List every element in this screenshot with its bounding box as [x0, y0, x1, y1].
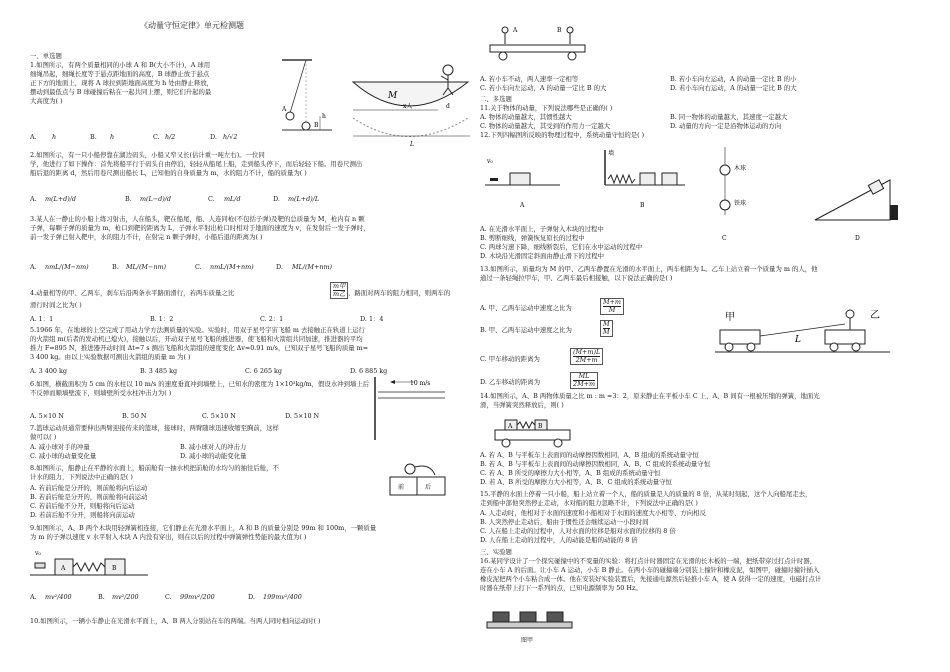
q2-label-x: x人: [403, 103, 413, 110]
q10-label-b: B: [557, 27, 562, 34]
q2-option-a-letter: A.: [30, 195, 37, 203]
q2-boat-figure: [348, 40, 478, 150]
q1-pendulum-figure: [282, 58, 342, 133]
q3-option-c-letter: C.: [195, 263, 202, 271]
q14-cart-figure: [490, 410, 580, 448]
q9-label-v0: v₀: [35, 550, 41, 557]
q14-line-1: 14.如图所示，A、B 两物体质量之比 m : m =3：2，原来静止在平板小车 C 上，A、B 间有一根被压缩的弹簧，地面光: [480, 392, 820, 400]
q5-option-a: A. 3 400 kg: [30, 367, 67, 375]
q1-option-c: h/2: [165, 133, 176, 141]
q5-option-c: C. 6 265 kg: [245, 367, 283, 375]
q12-label-d: D: [855, 235, 860, 242]
q5-line-2: 的火箭组 m(后者的发动机已熄火)，接触以后，开动双子星号飞船的推进器，使飞船和火箭组共同加速，推进器的平均: [30, 335, 363, 343]
q8-pump-boat-figure: [380, 455, 460, 505]
q1-option-a-letter: A.: [30, 133, 37, 141]
q1-option-d: h/√2: [223, 133, 238, 141]
q6-line-2: 不反弹而顺墙壁流下，则墙壁所受水柱冲击力为( ): [30, 389, 172, 397]
q12-figure-a: [485, 145, 565, 210]
q15-option-d: D. 人在船上走动的过程中，人的动能是船的动能的 8 倍: [480, 536, 638, 544]
q15-line-1: 15.平静的水面上停着一只小船，船上站立着一个人，船的质量是人的质量的 8 倍，从某时刻起，这个人向船尾走去，: [480, 490, 812, 498]
q13-label-l: L: [795, 335, 801, 345]
q16-experiment-figure: [485, 600, 575, 645]
q13-label-jia: 甲: [725, 312, 735, 323]
q16-line-3: 橡皮泥把两个小车粘合成一体。他在安装好实验装置后，先接通电源然后轻推小车 A，使 A 获得一定的速度，电磁打点计: [480, 575, 822, 583]
q2-label-l: L: [410, 141, 414, 148]
q13-fraction-b: $\frac{M}{M}$: [600, 320, 613, 337]
q3-line-3: 前一发子弹已射入靶中，水的阻力不计，在射完 n 颗子弹时，小船后退的距离为( ): [30, 233, 263, 241]
q13-option-b: B. 甲、乙两车运动中速度之比为: [480, 326, 572, 334]
q14-option-a: A. 若 A、B 与平板车上表面间的动摩擦因数相同，A、B 组成的系统动量守恒: [480, 451, 699, 459]
q3-option-a-letter: A.: [30, 263, 37, 271]
q15-option-b: B. 人突然停止走动后，船由于惯性还会继续运动一小段时间: [480, 518, 649, 526]
q11-option-d: D. 动量的方向一定是沿物体运动的方向: [670, 122, 782, 130]
q6-water-figure: [370, 372, 450, 442]
q2-option-a: m(L+d)/d: [45, 195, 76, 203]
q10-stem: 10.如图所示，一辆小车静止在光滑水平面上，A、B 两人分别站在车的两端。当两人同时相向运动时( ): [30, 617, 321, 625]
q5-line-4: 3 400 kg。由以上实验数据可测出火箭组的质量 m 为( ): [30, 353, 191, 361]
q10-option-a: A. 若小车不动，两人速率一定相等: [480, 75, 579, 83]
q9-option-a-letter: A.: [30, 593, 37, 601]
q13-line-2: 通过一条轻绳拉甲车，甲、乙两车最后相接触，以下说法正确的是( ): [480, 274, 673, 282]
q8-line-1: 8.如图所示，船静止在平静的水面上，船前舱有一抽水机把前舱的水均匀的抽往后舱，不: [30, 464, 279, 472]
q12-label-wall: 墙: [608, 150, 615, 157]
q1-line-3: 正下方的地面上，现将 A 球拉到距地面高度为 h 处由静止释放，: [30, 79, 214, 87]
q12-label-a: A: [520, 202, 525, 209]
q4-option-b: B. 1：2: [150, 315, 174, 323]
q9-option-b: mv²/200: [112, 593, 139, 601]
q14-option-c: C. 若 A、B 所受的摩擦力大小相等，A、B 组成的系统动量守恒: [480, 469, 661, 477]
q8-label-front: 前: [398, 484, 405, 491]
q1-option-c-letter: C.: [153, 133, 160, 141]
q12-figure-c: [710, 145, 765, 245]
q7-line-2: 做可以( ): [30, 433, 57, 441]
q7-line-1: 7.篮球运动员通常要伸出两臂迎接传来的篮球，接球时，两臂随球迅速收缩至胸前，这样: [30, 424, 279, 432]
q12-option-a: A. 在光滑水平面上，子弹射入木块的过程中: [480, 225, 604, 233]
q2-option-c: mL/d: [224, 195, 241, 203]
q10-option-b: B. 若小车向左运动，A 的动量一定比 B 的小: [670, 75, 797, 83]
q13-fraction-a: $\frac{M+m}{M}$: [600, 298, 624, 315]
q8-option-d: D. 若前后舱不分开，则船将向前运动: [30, 511, 135, 519]
q1-label-h: h: [322, 113, 326, 120]
q13-option-d: D. 乙车移动的距离为: [480, 378, 541, 386]
q12-label-iron-ball: 铁球: [734, 200, 747, 207]
q2-option-c-letter: C.: [208, 195, 215, 203]
q13-fraction-d: $\frac{ML}{2M+m}$: [570, 372, 598, 389]
q10-cart-figure: [485, 20, 595, 65]
q12-figure-b: [600, 145, 690, 210]
q11-option-a: A. 物体的动量越大，其惯性越大: [480, 113, 572, 121]
q9-spring-figure: [30, 545, 150, 580]
q12-option-c: C. 两球匀速下降，细线断裂后，它们在水中运动的过程中: [480, 243, 643, 251]
q14-label-b: B: [538, 423, 543, 430]
q7-option-c: C. 减小球的动量变化量: [30, 452, 97, 460]
section-multi-choice: 二、多选题: [480, 95, 512, 103]
q9-label-a: A: [61, 565, 66, 572]
q7-option-b: B. 减小球对人的冲击力: [180, 443, 247, 451]
q4-line-1a: 4.动量相等的甲、乙两车，刹车后沿两条水平路面滑行，若两车质量之比: [30, 289, 235, 297]
q6-option-c: C. 5×10 N: [202, 412, 236, 420]
q2-line-3: 船后退的距离 d，然后用卷尺测出船长 L，已知他的自身质量为 m，水的阻力不计，船的质量为( ): [30, 169, 307, 177]
q6-option-a: A. 5×10 N: [30, 412, 64, 420]
q8-line-2: 计水的阻力，下列说法中正确的是( ): [30, 473, 133, 481]
q1-label-a: A: [282, 106, 287, 113]
q5-line-3: 推力 F=895 N，推进器开动时间 Δt=7 s 测出飞船和火箭组的速度变化 Δv=0.91 m/s，已知双子星号飞船的质量 m=: [30, 344, 369, 352]
q14-label-a: A: [508, 423, 513, 430]
q13-label-yi: 乙: [870, 310, 880, 321]
q3-option-b: ML/(M−nm): [126, 263, 167, 271]
q16-line-2: 连在小车 A 的后面。让小车 A 运动，小车 B 静止。在两小车的碰撞端分别装上撞针和橡皮泥，如图甲，碰撞时撞针插入: [480, 566, 820, 574]
q2-line-2: 学，他进行了如下操作：首先将船平行于码头自由停泊，轻轻从船尾上船，走到船头停下，而后轻轻下船。用卷尺测出: [30, 160, 363, 168]
q12-stem: 12.下列四幅图所反映的物理过程中，系统动量守恒的是( ): [480, 131, 645, 139]
q9-option-c-letter: C.: [165, 593, 172, 601]
q13-option-c: C. 甲车移动的距离为: [480, 355, 540, 363]
q8-label-back: 后: [425, 484, 432, 491]
q5-option-d: D. 6 885 kg: [350, 367, 388, 375]
q3-line-2: 子弹，每颗子弹的质量为 m，枪口到靶的距离为 L，子弹水平射出枪口时相对于地面的速度为 v，在发射后一发子弹时，: [30, 224, 370, 232]
q4-line-2: 滑行时间之比为( ): [30, 301, 82, 309]
q11-option-c: C. 物体的动量越大，其受到的作用力一定越大: [480, 122, 611, 130]
q15-line-2: 走到船中部他突然停止走动，水对船的阻力忽略不计，下列说法中正确的是( ): [480, 499, 698, 507]
q5-line-1: 5.1966 年，在地球的上空完成了用动力学方法测质量的实验。实验时，用双子星号宇宙飞船 m 去接触正在轨道上运行: [30, 326, 365, 334]
q13-line-1: 13.如图所示，质量均为 M 的甲、乙两车静置在光滑的水平面上，两车相距为 L。乙车上站立着一个质量为 m 的人，他: [480, 265, 818, 273]
q13-carts-figure: [715, 300, 890, 355]
q9-option-d: 199mv²/400: [263, 593, 302, 601]
q4-option-c: C. 2：1: [260, 315, 284, 323]
q8-option-c: C. 若前后舱不分开，则船将向后运动: [30, 502, 135, 510]
q7-option-a: A. 减小球对手的冲量: [30, 443, 90, 451]
q1-label-b: B: [314, 122, 319, 129]
q14-option-b: B. 若 A、B 与平板车上表面间的动摩擦因数相同，A、B、C 组成的系统动量守恒: [480, 460, 711, 468]
q10-label-a: A: [513, 27, 518, 34]
q9-option-d-letter: D.: [248, 593, 255, 601]
q11-stem: 11.关于物体的动量，下列说法哪些是正确的( ): [480, 104, 613, 112]
q2-label-d: d: [446, 103, 450, 110]
q1-option-d-letter: D.: [210, 133, 217, 141]
q2-label-m: M: [388, 91, 398, 101]
q6-option-b: B. 50 N: [122, 412, 147, 420]
q9-label-b: B: [112, 565, 117, 572]
q3-option-b-letter: B.: [112, 263, 119, 271]
q9-line-1: 9.如图所示，A、B 两个木块用轻弹簧相连接，它们静止在光滑水平面上，A 和 B 的质量分别是 99m 和 100m，一颗质量: [30, 524, 377, 532]
q2-line-1: 2.如图所示，有一只小船停靠在湖边码头，小船又窄又长(估计重一吨左右)。一位同: [30, 151, 265, 159]
q13-option-a: A. 甲、乙两车运动中速度之比为: [480, 304, 572, 312]
q12-label-c: C: [722, 235, 727, 242]
q5-option-b: B. 3 485 kg: [140, 367, 178, 375]
q13-fraction-c: $\frac{(M+m)L}{2M+m}$: [570, 348, 603, 365]
q9-option-c: 99mv²/200: [180, 593, 215, 601]
q12-option-b: B. 剪断细线，弹簧恢复原长的过程中: [480, 234, 585, 242]
q3-option-c: nmL/(M+nm): [210, 263, 254, 271]
q2-option-d-letter: D.: [273, 195, 280, 203]
q16-figure-caption: 图甲: [521, 637, 534, 644]
q15-option-c: C. 人在船上走动的过程中，人对水面的位移是船对水面的位移的 8 倍: [480, 527, 676, 535]
q4-option-d: D. 1：4: [360, 315, 384, 323]
q10-option-d: D. 若小车向右运动，A 的动量一定比 B 的大: [670, 84, 797, 92]
q3-option-d: ML/(M+nm): [292, 263, 333, 271]
q12-figure-d: [810, 160, 900, 245]
q8-option-b: B. 若前后舱是分开的，则前舱将向前运动: [30, 493, 148, 501]
q3-option-a: nmL/(M−nm): [45, 263, 89, 271]
q6-line-1: 6.如图，横截面积为 5 cm 的水柱以 10 m/s 的速度垂直冲到墙壁上，已知水的密度为 1×10³kg/m，假设水冲到墙上后: [30, 380, 370, 388]
q12-label-wood-ball: 木球: [734, 165, 747, 172]
page-title: 《动量守恒定律》单元检测题: [140, 21, 244, 30]
q8-option-a: A. 若前后舱是分开的，则前舱将向后运动: [30, 484, 148, 492]
q15-option-a: A. 人走动时，他相对于水面的速度和小船相对于水面的速度大小相等、方向相反: [480, 509, 706, 517]
q12-option-d: D. 木块沿光滑固定斜面由静止滑下的过程中: [480, 252, 604, 260]
q4-mass-ratio: m甲 m乙: [330, 282, 348, 299]
q1-line-1: 1.如图所示，有两个质量相同的小球 A 和 B(大小不计)，A 球用: [30, 61, 211, 69]
q1-option-a: h: [52, 133, 57, 141]
q3-line-1: 3.某人在一静止的小船上练习射击，人在船头，靶在船尾，船、人连同枪(不包括子弹)及靶的总质量为 M，枪内有 n 颗: [30, 215, 365, 223]
q2-option-b-letter: B.: [125, 195, 132, 203]
q16-line-1: 16.某同学设计了一个探究碰撞中的不变量的实验：将打点计时器固定在光滑的长木板的一端，把纸带穿过打点计时器，: [480, 557, 817, 565]
q6-label-speed: 10 m/s: [410, 380, 431, 387]
section-single-choice: 一、单选题: [30, 52, 62, 60]
q10-option-c: C. 若小车向左运动，A 的动量一定比 B 的大: [480, 84, 607, 92]
q9-option-b-letter: B.: [98, 593, 105, 601]
q14-option-d: D. 若 A、B 所受的摩擦力大小相等，A、B、C 组成的系统动量守恒: [480, 478, 672, 486]
q16-line-4: 时器在纸带上打下一系列的点，已知电源频率为 50 Hz。: [480, 584, 642, 592]
q3-option-d-letter: D.: [276, 263, 283, 271]
q2-option-b: m(L−d)/d: [140, 195, 171, 203]
q9-line-2: 为 m 的子弹以速度 v 水平射入木块 A 内没有穿出，则在以后的过程中弹簧弹性势能的最大值为( ): [30, 533, 307, 541]
q1-line-2: 细绳吊起，细绳长度等于悬点距地面的高度，B 球静止放于悬点: [30, 70, 210, 78]
q4-option-a: A. 1：1: [30, 315, 54, 323]
q1-option-b: h: [110, 133, 115, 141]
q14-line-2: 滑，当弹簧突然释放后，则( ): [480, 401, 564, 409]
q6-option-d: D. 5×10 N: [285, 412, 320, 420]
q2-option-d: m(L+d)/L: [288, 195, 320, 203]
q12-label-b: B: [640, 202, 645, 209]
q4-line-1b: ，路面对两车的阻力相同，则两车的: [348, 289, 451, 297]
q1-option-b-letter: B.: [90, 133, 97, 141]
q11-option-b: B. 同一物体的动量越大，其速度一定越大: [670, 113, 788, 121]
section-experiment: 三、实验题: [480, 548, 512, 556]
q9-option-a: mv²/400: [45, 593, 72, 601]
q1-line-5: 大高度为( ): [30, 97, 63, 105]
q12-label-v0: v₀: [487, 158, 493, 165]
q7-option-d: D. 减小球的动能变化量: [180, 452, 247, 460]
q1-line-4: 摆动到最低点与 B 球碰撞后粘在一起共同上摆，则它们升起的最: [30, 88, 212, 96]
